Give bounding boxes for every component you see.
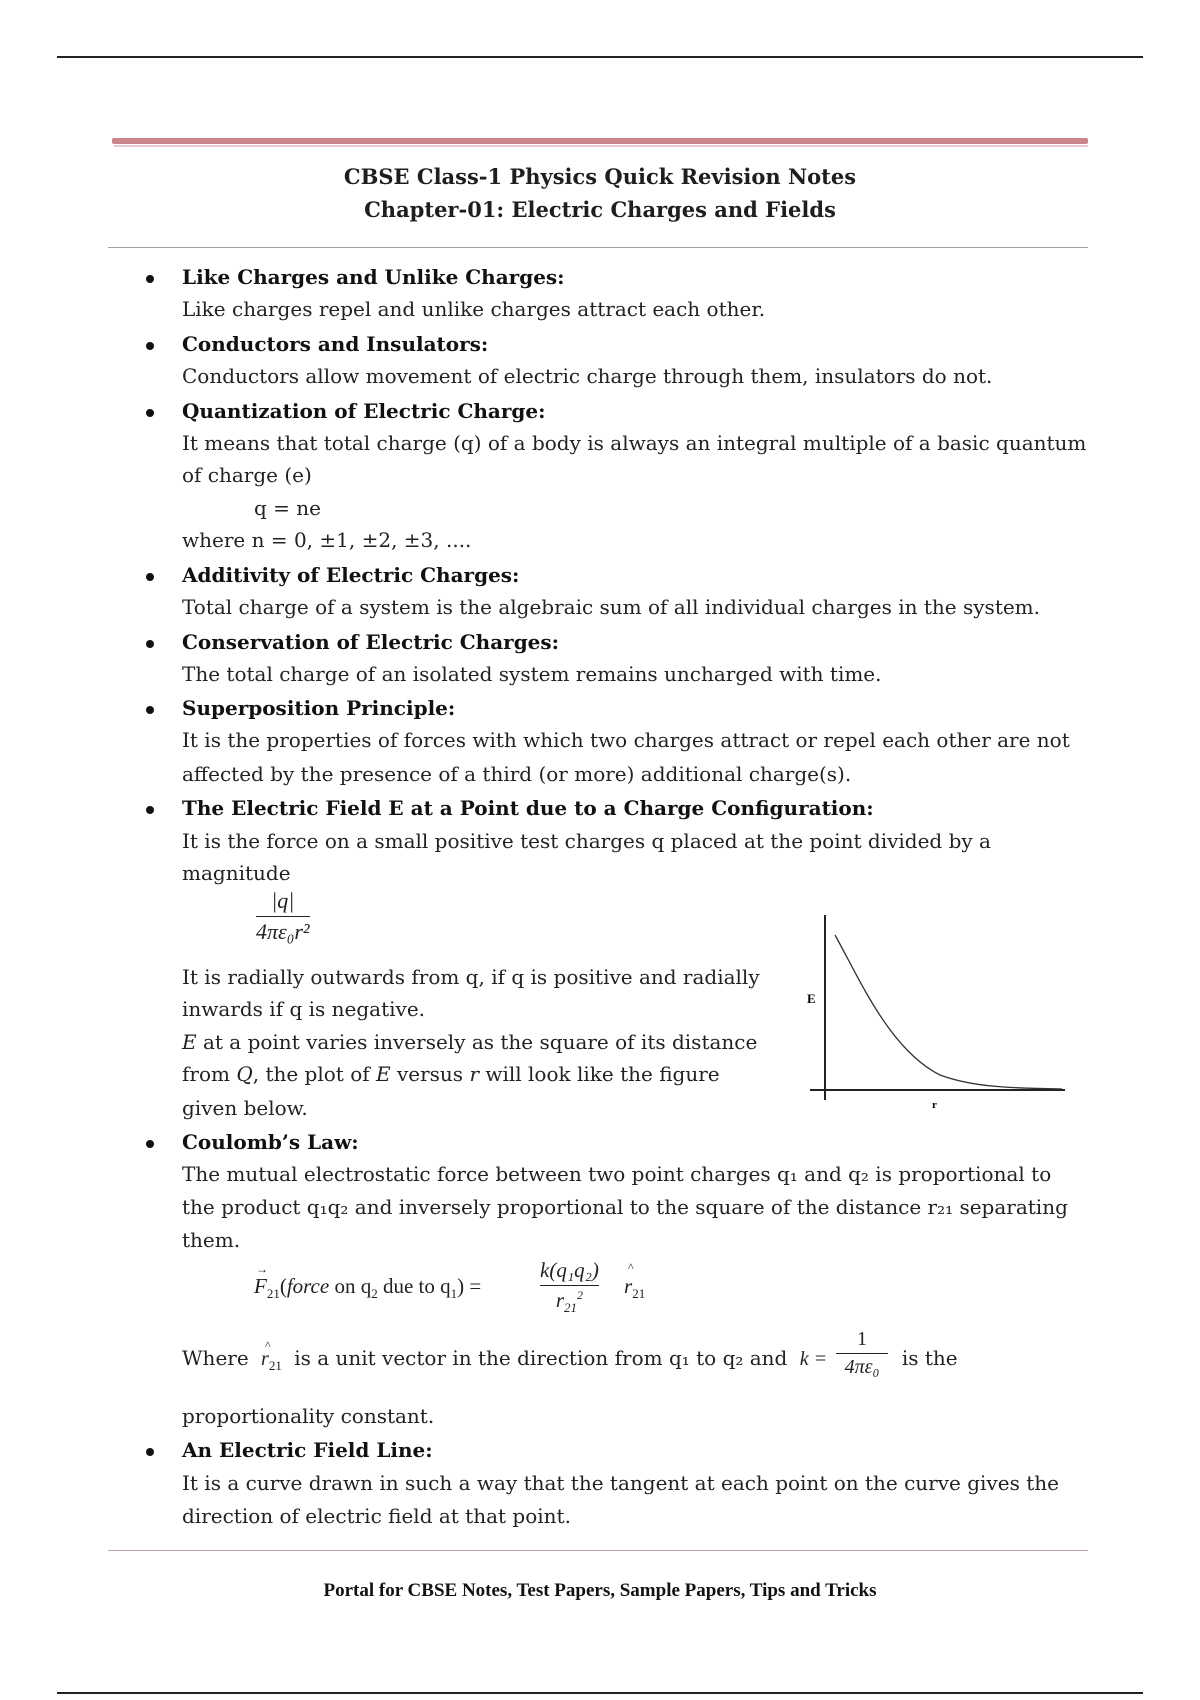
bottom-rule — [57, 1692, 1143, 1694]
section-heading: Coulomb’s Law: — [182, 1130, 359, 1154]
e-vs-r-graph — [800, 910, 1080, 1110]
section-text: Conductors allow movement of electric charge through them, insulators do not. — [182, 364, 993, 388]
fraction-bar — [256, 916, 310, 917]
fraction-bar — [540, 1285, 599, 1286]
section-text: Total charge of a system is the algebraic sum of all individual charges in the system. — [182, 595, 1041, 619]
section-text: proportionality constant. — [182, 1404, 435, 1428]
section-text: direction of electric field at that point. — [182, 1504, 571, 1528]
section-heading: An Electric Field Line: — [182, 1438, 433, 1462]
footer-text: Portal for CBSE Notes, Test Papers, Sample Papers, Tips and Tricks — [323, 1580, 877, 1601]
unit-vector-r21: ^ $r_{21}$ — [624, 1260, 646, 1302]
bullet — [146, 806, 154, 814]
bullet — [146, 342, 154, 350]
document-title: CBSE Class-1 Physics Quick Revision Notes — [343, 164, 857, 189]
vector-arrow: → — [256, 1262, 268, 1276]
italic-symbol: r — [469, 1062, 479, 1086]
section-text: It means that total charge (q) of a body is always an integral multiple of a basic quantum — [182, 431, 1087, 455]
coulomb-equation: → $F_{21}(force$ on $q_2$ due to $q_1$) = — [254, 1262, 482, 1302]
section-text-italic-mix — [182, 1028, 757, 1056]
section-heading: Conductors and Insulators: — [182, 332, 489, 356]
footer-divider — [108, 1550, 1088, 1551]
bullet — [146, 1140, 154, 1148]
bullet — [146, 573, 154, 581]
section-heading: Quantization of Electric Charge: — [182, 399, 546, 423]
unit-vector-r21-inline: ^ $r_{21}$ — [261, 1338, 282, 1373]
section-text: magnitude — [182, 861, 291, 885]
force-vector-symbol: → F — [254, 1262, 268, 1298]
italic-symbol: E — [182, 1030, 197, 1054]
section-text: the product q₁q₂ and inversely proportional to the square of the distance r₂₁ separating — [182, 1195, 1068, 1219]
formula-q-ne: q = ne — [254, 496, 321, 520]
fraction-denominator: 4πε₀r² — [256, 919, 310, 944]
coulomb-fraction — [540, 1258, 599, 1316]
section-heading: Additivity of Electric Charges: — [182, 563, 520, 587]
section-heading: The Electric Field E at a Point due to a Charge Configuration: — [182, 796, 874, 820]
chapter-title: Chapter-01: Electric Charges and Fields — [364, 197, 836, 222]
section-text: The mutual electrostatic force between two point charges q₁ and q₂ is proportional to — [182, 1162, 1052, 1186]
bullet — [146, 706, 154, 714]
bullet — [146, 275, 154, 283]
section-heading: Superposition Principle: — [182, 696, 456, 720]
section-text: where n = 0, ±1, ±2, ±3, .... — [182, 528, 472, 552]
text-fragment: will look like the figure — [479, 1062, 720, 1086]
bullet — [146, 1448, 154, 1456]
section-text: It is radially outwards from q, if q is positive and radially — [182, 965, 760, 989]
k-fraction — [836, 1328, 888, 1379]
fraction-bar — [836, 1353, 888, 1354]
fraction-denominator: 4πε₀ — [844, 1356, 880, 1378]
graph-x-label: r — [932, 1099, 937, 1110]
italic-symbol: E — [376, 1062, 391, 1086]
where-line: Where ^ $r_{21}$ is a unit vector in the direction from q₁ to q₂ and k = is the — [182, 1344, 958, 1380]
section-heading: Conservation of Electric Charges: — [182, 630, 560, 654]
section-text: It is the properties of forces with which two charges attract or repel each other are not — [182, 728, 1070, 752]
section-text-italic-mix — [182, 1060, 720, 1088]
section-text: It is a curve drawn in such a way that the tangent at each point on the curve gives the — [182, 1471, 1059, 1495]
text-fragment: at a point varies inversely as the square of its distance — [196, 1030, 758, 1054]
hat-symbol: ^ — [628, 1260, 634, 1274]
section-text: The total charge of an isolated system remains uncharged with time. — [182, 662, 882, 686]
section-heading: Like Charges and Unlike Charges: — [182, 265, 565, 289]
text-fragment: from — [182, 1062, 237, 1086]
bullet — [146, 409, 154, 417]
fraction-denominator: $r_{21}^2$ — [555, 1288, 584, 1316]
section-text: given below. — [182, 1096, 308, 1120]
section-text: It is the force on a small positive test charges q placed at the point divided by a — [182, 829, 991, 853]
graph-curve — [835, 935, 1062, 1089]
fraction-numerator: 1 — [857, 1328, 867, 1350]
fraction-numerator: k(q₁q₂) — [540, 1258, 599, 1282]
text-fragment: versus — [390, 1062, 470, 1086]
section-text: them. — [182, 1228, 241, 1252]
bullet — [146, 640, 154, 648]
section-text: affected by the presence of a third (or more) additional charge(s). — [182, 762, 852, 786]
section-text: inwards if q is negative. — [182, 997, 426, 1021]
k-symbol: k = — [799, 1348, 828, 1370]
section-text: Like charges repel and unlike charges attract each other. — [182, 297, 766, 321]
italic-symbol: Q — [236, 1062, 253, 1086]
field-magnitude-fraction — [256, 888, 310, 945]
section-text: of charge (e) — [182, 463, 312, 487]
text-fragment: , the plot of — [252, 1062, 376, 1086]
graph-y-label: E — [807, 991, 816, 1006]
fraction-numerator: |q| — [271, 888, 295, 913]
